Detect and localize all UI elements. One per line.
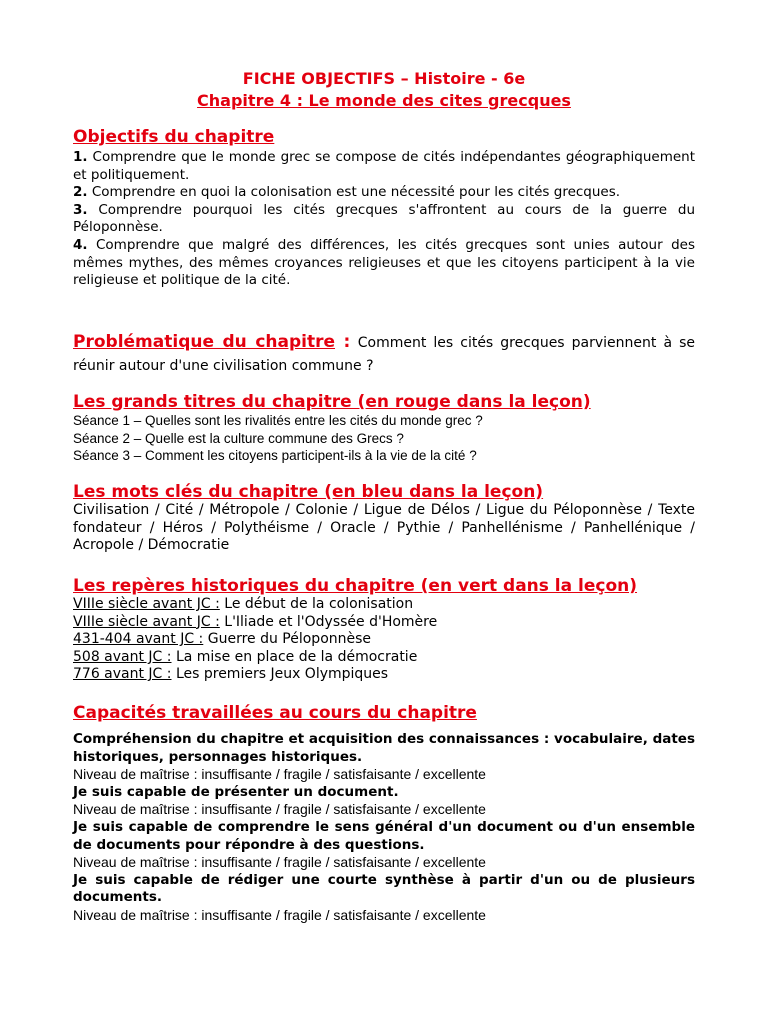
landmark-date: VIIIe siècle avant JC : [73, 596, 220, 612]
objective-text: Comprendre pourquoi les cités grecques s'affrontent au cours de la guerre du Péloponnèse. [73, 201, 695, 236]
keywords-heading: Les mots clés du chapitre (en bleu dans la leçon) [73, 482, 544, 502]
problematic-heading: Problématique du chapitre [73, 332, 336, 352]
skill-level: Niveau de maîtrise : insuffisante / fragile / satisfaisante / excellente [73, 766, 486, 783]
landmark-item [73, 614, 695, 632]
objective-item [73, 184, 695, 202]
skill-text: Je suis capable de comprendre le sens général d'un document ou d'un ensemble de documents pour répondre à des questions. [73, 818, 695, 853]
objective-item [73, 237, 695, 290]
skills-heading: Capacités travaillées au cours du chapitre [73, 703, 477, 723]
objective-item [73, 149, 695, 184]
chapter-title: Chapitre 4 : Le monde des cites grecques [197, 91, 571, 110]
titles-heading: Les grands titres du chapitre (en rouge dans la leçon) [73, 392, 591, 412]
objectives-section [73, 127, 695, 290]
skill-text: Je suis capable de présenter un document. [73, 783, 399, 800]
landmark-item [73, 631, 695, 649]
skill-level: Niveau de maîtrise : insuffisante / fragile / satisfaisante / excellente [73, 801, 486, 818]
landmark-event: Les premiers Jeux Olympiques [171, 666, 389, 683]
landmark-item [73, 649, 695, 667]
objective-number: 4. [73, 236, 88, 253]
landmark-item [73, 596, 695, 614]
objective-number: 1. [73, 149, 88, 165]
titles-section [73, 392, 695, 465]
objectives-heading: Objectifs du chapitre [73, 127, 275, 147]
document-title: FICHE OBJECTIFS – Histoire - 6e [242, 69, 526, 88]
session-title: Séance 2 – Quelle est la culture commune des Grecs ? [73, 430, 404, 446]
problematic-text: Comment les cités grecques parviennent à se réunir autour d'une civilisation commune ? [73, 335, 695, 374]
keywords-text: Civilisation / Cité / Métropole / Colonie / Ligue de Délos / Ligue du Péloponnèse / Texte fondateur / Héros / Polythéisme / Oracle / Pythie / Panhellénisme / Panhellénique / Acropole / Démocratie [73, 502, 695, 554]
landmarks-list [73, 596, 695, 684]
objective-number: 2. [73, 184, 88, 201]
landmark-event: Guerre du Péloponnèse [203, 631, 372, 648]
objective-text: Comprendre que malgré des différences, les cités grecques sont unies autour des mêmes mythes, des mêmes croyances religieuses et que les citoyens participent à la vie religieuse et politique de la cité. [73, 236, 695, 289]
landmark-event: La mise en place de la démocratie [171, 648, 418, 665]
objective-number: 3. [73, 201, 88, 218]
landmark-date: 776 avant JC : [73, 666, 172, 683]
skill-text: Je suis capable de rédiger une courte synthèse à partir d'un ou de plusieurs documents. [73, 871, 695, 906]
problematic-section [73, 331, 695, 377]
skill-text: Compréhension du chapitre et acquisition des connaissances : vocabulaire, dates historiques, personnages historiques. [73, 731, 695, 765]
keywords-section [73, 482, 695, 555]
skills-section [73, 703, 695, 925]
landmark-date: 431-404 avant JC : [73, 631, 204, 648]
landmark-event: Le début de la colonisation [219, 596, 414, 612]
landmarks-section [73, 576, 695, 684]
skill-level: Niveau de maîtrise : insuffisante / fragile / satisfaisante / excellente [73, 854, 486, 871]
skill-level: Niveau de maîtrise : insuffisante / fragile / satisfaisante / excellente [73, 906, 486, 923]
landmark-date: 508 avant JC : [73, 648, 172, 665]
session-title: Séance 1 – Quelles sont les rivalités entre les cités du monde grec ? [73, 413, 483, 428]
landmark-date: VIIIe siècle avant JC : [73, 613, 220, 630]
landmark-event: L'Iliade et l'Odyssée d'Homère [219, 613, 438, 630]
skills-list [73, 731, 695, 925]
objective-text: Comprendre que le monde grec se compose de cités indépendantes géographiquement et politiquement. [73, 149, 695, 183]
objective-item [73, 202, 695, 237]
problematic-colon: : [335, 332, 351, 352]
session-title: Séance 3 – Comment les citoyens participent-ils à la vie de la cité ? [73, 448, 477, 464]
objectives-list [73, 149, 695, 290]
titles-list [73, 412, 695, 465]
landmarks-heading: Les repères historiques du chapitre (en vert dans la leçon) [73, 576, 638, 596]
landmark-item [73, 666, 695, 684]
objective-text: Comprendre en quoi la colonisation est une nécessité pour les cités grecques. [91, 184, 621, 201]
